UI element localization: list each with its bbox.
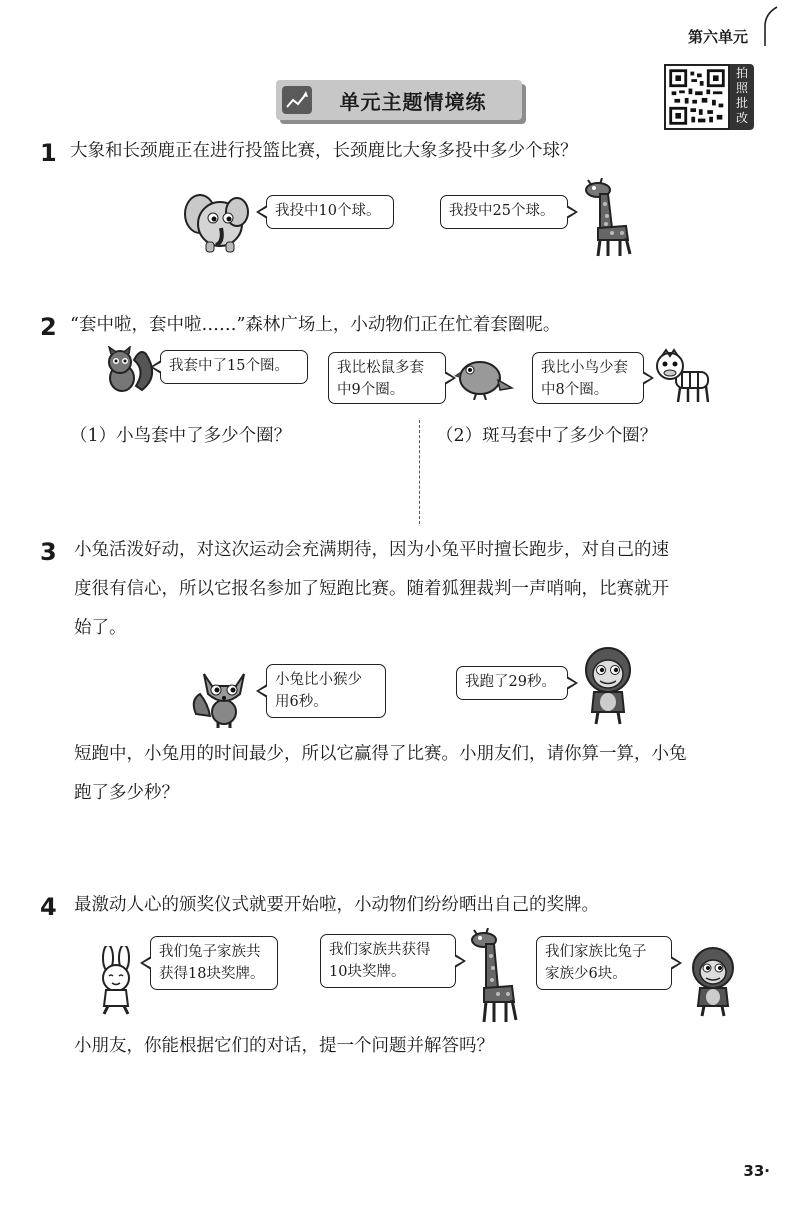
question-3-line-2: 度很有信心，所以它报名参加了短跑比赛。随着狐狸裁判一声哨响，比赛就开 xyxy=(74,579,669,599)
section-banner xyxy=(276,80,522,120)
bird-icon xyxy=(454,354,514,400)
rabbit-icon xyxy=(92,946,142,1016)
speech-bubble-zebra: 我比小鸟少套 中8个圈。 xyxy=(532,352,644,404)
squirrel-icon xyxy=(100,346,156,394)
question-2-number: 2 xyxy=(40,313,57,341)
question-3-after-line-2: 跑了多少秒？ xyxy=(74,783,179,803)
giraffe-icon xyxy=(468,928,520,1024)
question-4-text: 最激动人心的颁奖仪式就要开始啦，小动物们纷纷晒出自己的奖牌。 xyxy=(74,895,599,915)
question-1-number: 1 xyxy=(40,139,57,167)
speech-bubble-fox: 小兔比小猴少 用6秒。 xyxy=(266,664,386,718)
zebra-icon xyxy=(654,348,714,404)
elephant-icon xyxy=(180,188,250,254)
question-3-number: 3 xyxy=(40,538,57,566)
speech-bubble-rabbit: 我们兔子家族共 获得18块奖牌。 xyxy=(150,936,278,990)
question-3-line-3: 始了。 xyxy=(74,618,127,638)
scan-grade-tab[interactable]: 拍 照 批 改 xyxy=(730,64,754,130)
chart-trend-icon xyxy=(282,86,312,114)
speech-bubble-elephant: 我投中10个球。 xyxy=(266,195,394,229)
fox-icon xyxy=(190,664,254,728)
question-4-number: 4 xyxy=(40,893,57,921)
question-3-after-line-1: 短跑中，小兔用的时间最少，所以它赢得了比赛。小朋友们，请你算一算，小兔 xyxy=(74,744,687,764)
dashed-divider xyxy=(419,420,420,524)
unit-label: 第六单元 xyxy=(687,28,748,46)
speech-bubble-monkey: 我跑了29秒。 xyxy=(456,666,568,700)
speech-bubble-squirrel: 我套中了15个圈。 xyxy=(160,350,308,384)
question-2-part-2: （2）斑马套中了多少个圈？ xyxy=(436,426,658,446)
speech-bubble-giraffe-family: 我们家族共获得 10块奖牌。 xyxy=(320,934,456,988)
giraffe-icon xyxy=(582,178,634,258)
question-2-text: “套中啦，套中啦……”森林广场上，小动物们正在忙着套圈呢。 xyxy=(70,315,561,335)
speech-bubble-bird: 我比松鼠多套 中9个圈。 xyxy=(328,352,446,404)
qr-code-icon[interactable] xyxy=(664,64,730,130)
speech-bubble-monkey-family: 我们家族比兔子 家族少6块。 xyxy=(536,936,672,990)
monkey-icon xyxy=(578,646,638,726)
section-title: 单元主题情境练 xyxy=(339,90,487,114)
question-3-line-1: 小兔活泼好动，对这次运动会充满期待，因为小兔平时擅长跑步，对自己的速 xyxy=(74,540,669,560)
corner-mark xyxy=(764,6,778,46)
speech-bubble-giraffe: 我投中25个球。 xyxy=(440,195,568,229)
question-1-text: 大象和长颈鹿正在进行投篮比赛，长颈鹿比大象多投中多少个球？ xyxy=(70,141,578,161)
page-number: 33· xyxy=(743,1162,770,1180)
monkey-icon xyxy=(686,946,740,1018)
question-2-part-1: （1）小鸟套中了多少个圈？ xyxy=(70,426,292,446)
question-4-prompt: 小朋友，你能根据它们的对话，提一个问题并解答吗？ xyxy=(74,1036,494,1056)
